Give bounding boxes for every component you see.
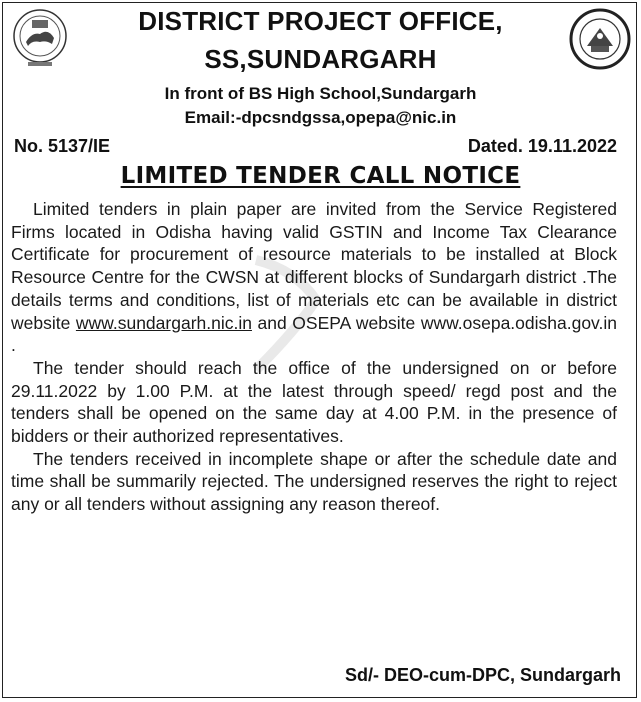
notice-heading-text: LIMITED TENDER CALL NOTICE	[120, 163, 521, 189]
paragraph-1-text: Limited tenders in plain paper are invited from the Service Registered Firms located in Odisha having valid GSTIN and Income Tax Clearance Certificate for procurement of resource materials to be installed at Block Resource Centre for the CWSN at different blocks of Sundargarh district .The details terms and conditions, list of materials etc can be available in district website	[11, 199, 617, 333]
signature: Sd/- DEO-cum-DPC, Sundargarh	[344, 665, 621, 685]
notice-heading	[0, 162, 641, 190]
paragraph-1	[11, 198, 617, 357]
reference-date: Dated. 19.11.2022	[467, 136, 617, 156]
paragraph-1-tail: and OSEPA website www.osepa.odisha.gov.in .	[11, 312, 617, 356]
paragraph-2: The tender should reach the office of the undersigned on or before 29.11.2022 by 1.00 P.M. at the latest through speed/ regd post and the tenders shall be opened on the same day at 4.00 P.M. in the presence of bidders or their authorized representatives.	[11, 357, 617, 447]
office-address: In front of BS High School,Sundargarh	[164, 84, 477, 103]
reference-number: No. 5137/IE	[14, 136, 111, 156]
office-title-line2: SS,SUNDARGARH	[204, 44, 437, 74]
paragraph-3: The tenders received in incomplete shape or after the schedule date and time shall be summarily rejected. The undersigned reserves the right to reject any or all tenders without assigning any reason thereof.	[11, 448, 617, 515]
notice-body	[11, 198, 617, 516]
office-title-line1: DISTRICT PROJECT OFFICE,	[138, 6, 503, 36]
office-email: Email:-dpcsndgssa,opepa@nic.in	[184, 108, 457, 127]
district-website-link[interactable]: www.sundargarh.nic.in	[75, 312, 252, 333]
